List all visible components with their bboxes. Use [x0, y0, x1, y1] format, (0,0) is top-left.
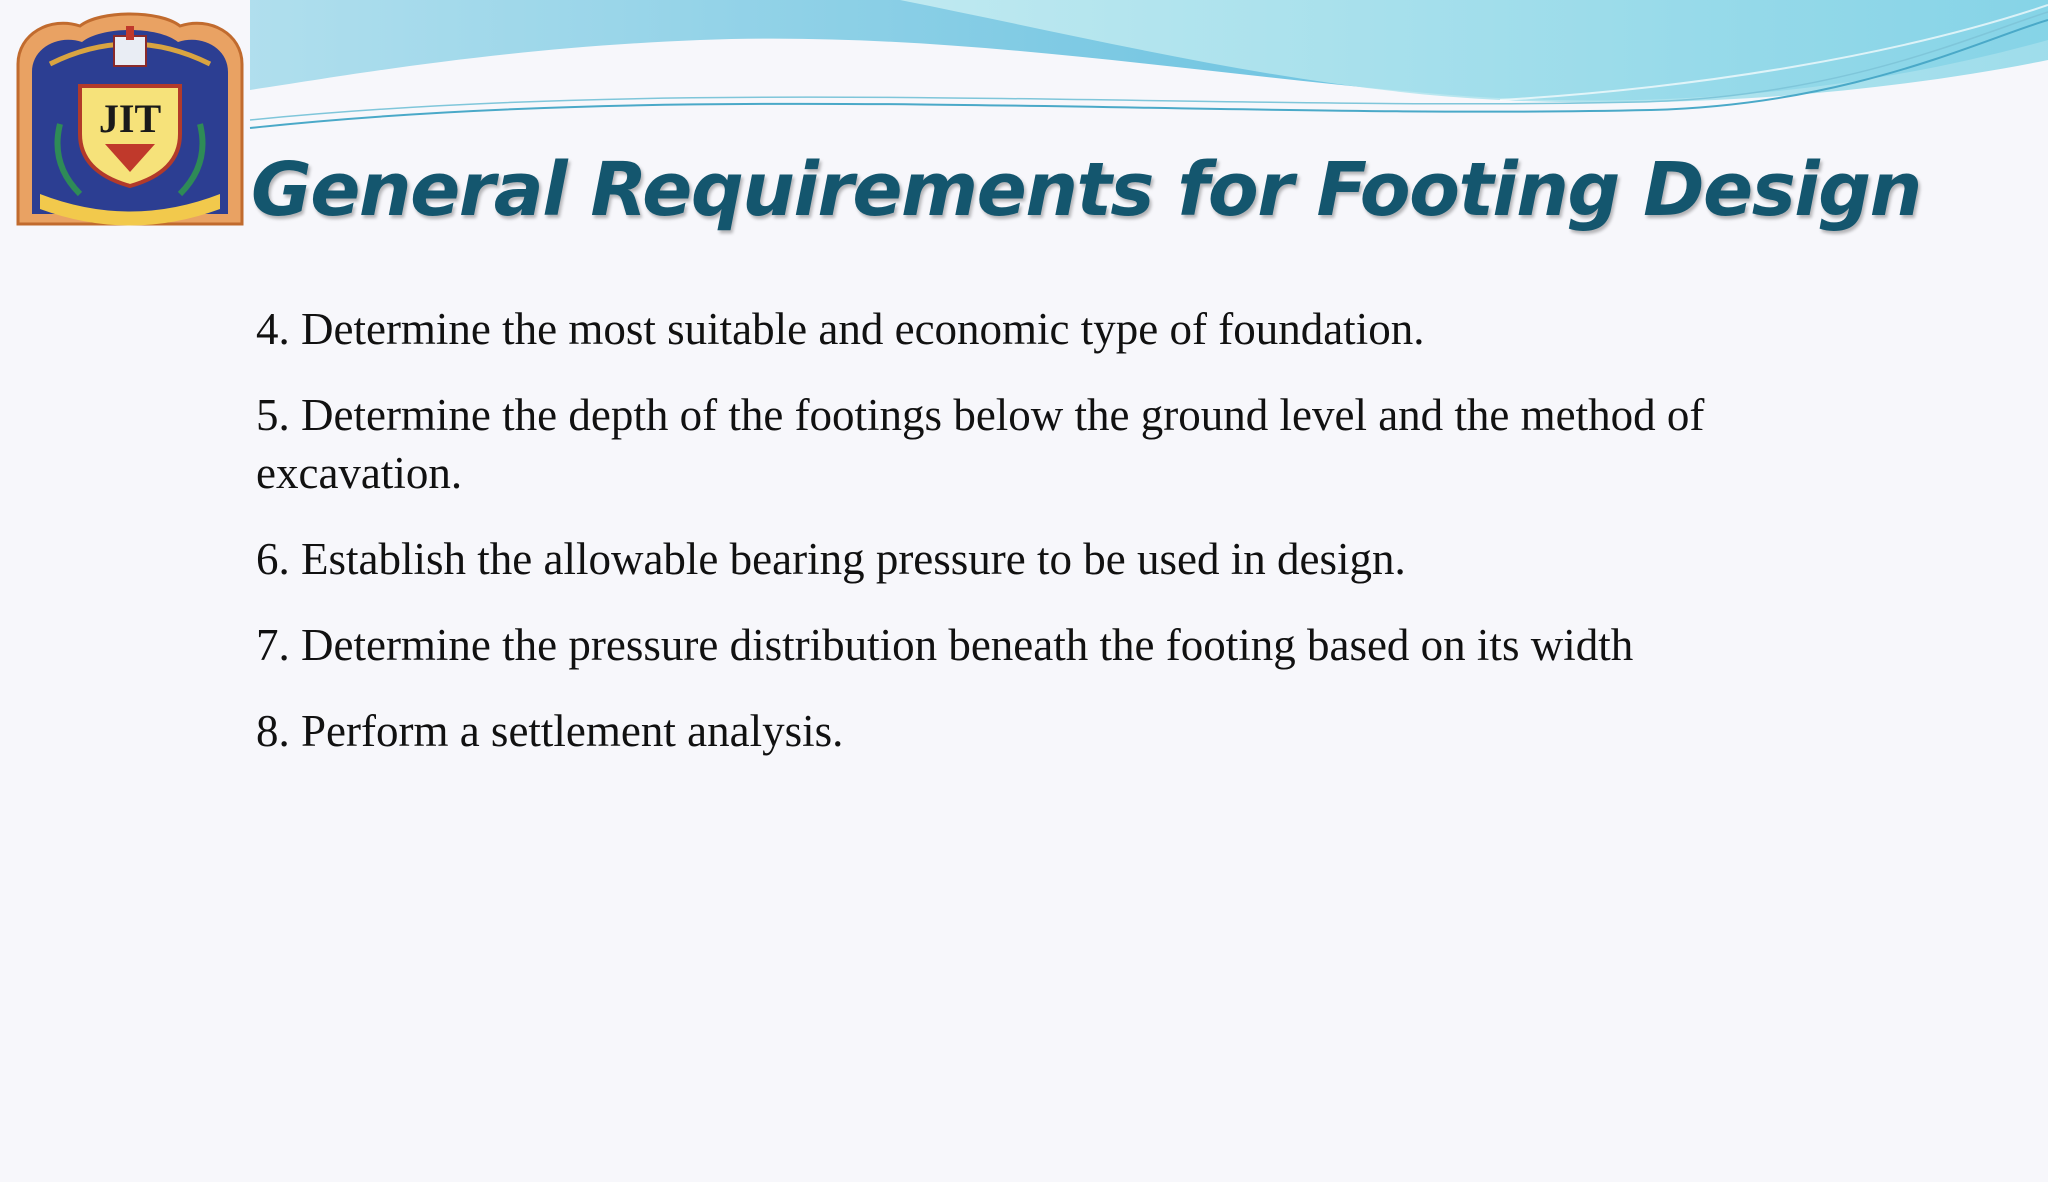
- list-item: 8. Perform a settlement analysis.: [256, 706, 844, 756]
- institute-emblem-logo: [10, 4, 250, 230]
- list-item: 6. Establish the allowable bearing pressure to be used in design.: [256, 534, 1406, 584]
- logo-emblem-text: JIT: [98, 96, 162, 141]
- list-item: 5. Determine the depth of the footings below the ground level and the method of excavation.: [256, 390, 1705, 498]
- top-wave-banner: [0, 0, 2048, 140]
- list-item: 4. Determine the most suitable and economic type of foundation.: [256, 304, 1425, 354]
- slide-title: General Requirements for Footing Design: [251, 147, 1921, 233]
- requirements-list: [256, 300, 1776, 788]
- list-item: 7. Determine the pressure distribution beneath the footing based on its width: [256, 620, 1634, 670]
